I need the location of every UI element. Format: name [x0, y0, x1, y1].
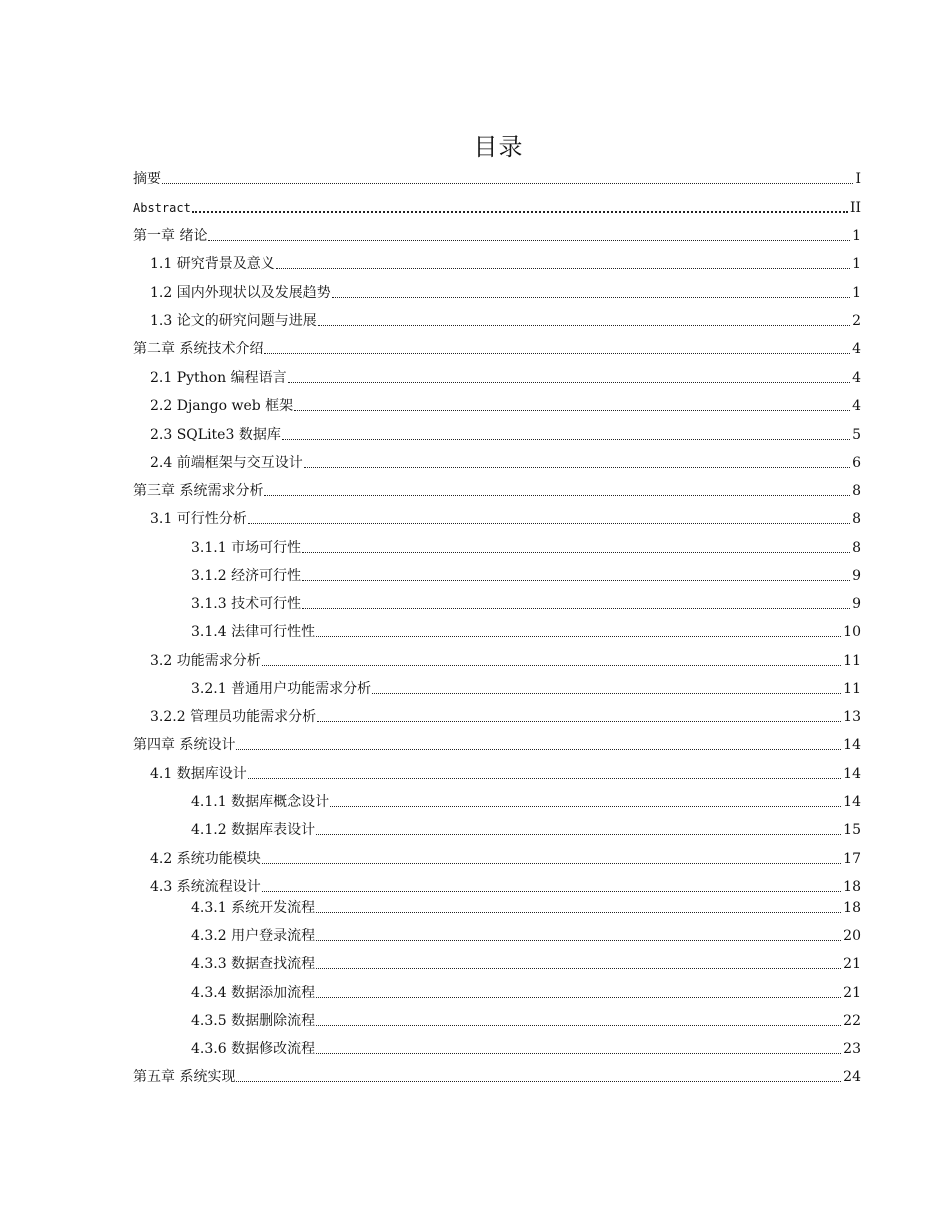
toc-entry[interactable]: [133, 754, 861, 783]
toc-entry[interactable]: [133, 160, 861, 188]
dot-leader: [262, 891, 841, 892]
toc-entry-page-number: II: [849, 200, 861, 216]
toc-entry-label: 4.3.3 数据查找流程: [191, 956, 316, 972]
toc-entry-page-number: 23: [843, 1041, 861, 1057]
toc-entry-label: 3.2.1 普通用户功能需求分析: [191, 681, 372, 697]
page-title: 目录: [473, 133, 524, 161]
toc-entry-page-number: 9: [852, 596, 861, 612]
toc-entry-label: 第三章 系统需求分析: [133, 483, 264, 499]
toc-entry[interactable]: [133, 945, 861, 973]
toc-entry-label: 1.3 论文的研究问题与进展: [150, 313, 317, 329]
toc-entry-page-number: 15: [843, 822, 861, 838]
dot-leader: [288, 382, 850, 383]
toc-entry[interactable]: [133, 528, 861, 557]
dot-leader: [236, 749, 841, 750]
dot-leader: [264, 353, 850, 354]
dot-leader: [294, 410, 850, 411]
toc-entry-page-number: 17: [843, 851, 861, 867]
toc-entry-page-number: 13: [843, 709, 861, 725]
toc-entry-page-number: 1: [852, 285, 861, 301]
toc-entry-label: 2.3 SQLite3 数据库: [150, 427, 281, 443]
toc-entry[interactable]: [133, 500, 861, 528]
toc-entry-label: 2.4 前端框架与交互设计: [150, 455, 303, 471]
toc-entry-page-number: 11: [843, 681, 861, 697]
table-of-contents: [133, 160, 861, 1086]
toc-entry[interactable]: [133, 726, 861, 754]
toc-entry-page-number: 5: [852, 427, 861, 443]
dot-leader: [372, 693, 841, 694]
toc-entry[interactable]: [133, 917, 861, 945]
dot-leader: [208, 240, 850, 241]
toc-entry-label: 3.1.4 法律可行性性: [191, 624, 316, 640]
dot-leader: [302, 552, 850, 553]
toc-entry-page-number: I: [855, 171, 861, 187]
dot-leader: [317, 721, 841, 722]
toc-entry[interactable]: [133, 1002, 861, 1030]
toc-entry-label: 1.2 国内外现状以及发展趋势: [150, 285, 331, 301]
toc-entry[interactable]: [133, 613, 861, 641]
toc-entry[interactable]: [133, 302, 861, 330]
toc-entry-page-number: 4: [852, 341, 861, 357]
toc-entry-page-number: 24: [843, 1069, 861, 1085]
toc-entry-label: 3.2.2 管理员功能需求分析: [150, 709, 317, 725]
toc-entry[interactable]: [133, 188, 861, 217]
toc-entry-page-number: 1: [852, 228, 861, 244]
dot-leader: [262, 863, 841, 864]
toc-entry[interactable]: [133, 273, 861, 302]
toc-entry-label: 摘要: [133, 171, 161, 187]
toc-entry[interactable]: [133, 217, 861, 245]
toc-entry-label: 4.3.1 系统开发流程: [191, 900, 316, 916]
toc-entry[interactable]: [133, 973, 861, 1002]
toc-entry-label: 2.2 Django web 框架: [150, 398, 294, 414]
toc-entry-page-number: 14: [843, 766, 861, 782]
toc-entry-page-number: 14: [843, 737, 861, 753]
dot-leader: [162, 183, 853, 184]
toc-entry-page-number: 20: [843, 928, 861, 944]
toc-entry[interactable]: [133, 415, 861, 444]
toc-entry-page-number: 8: [852, 540, 861, 556]
toc-entry-label: 4.3.5 数据删除流程: [191, 1013, 316, 1029]
dot-leader: [316, 940, 841, 941]
dot-leader: [236, 1081, 841, 1082]
toc-entry[interactable]: [133, 670, 861, 698]
toc-entry-page-number: 21: [843, 956, 861, 972]
toc-entry-label: 3.1.3 技术可行性: [191, 596, 302, 612]
dot-leader: [316, 968, 841, 969]
toc-entry-label: 3.1 可行性分析: [150, 511, 247, 527]
dot-leader: [276, 268, 850, 269]
dot-leader: [262, 665, 841, 666]
toc-entry-label: 3.2 功能需求分析: [150, 653, 261, 669]
toc-entry-label: 4.1.1 数据库概念设计: [191, 794, 330, 810]
toc-entry[interactable]: [133, 472, 861, 500]
toc-entry-label: 4.3 系统流程设计: [150, 879, 261, 895]
toc-entry-page-number: 8: [852, 511, 861, 527]
toc-entry[interactable]: [133, 557, 861, 585]
toc-entry-label: 第二章 系统技术介绍: [133, 341, 264, 357]
toc-entry[interactable]: [133, 245, 861, 273]
dot-leader: [264, 495, 850, 496]
toc-entry-label: 第四章 系统设计: [133, 737, 236, 753]
toc-entry-label: 3.1.1 市场可行性: [191, 540, 302, 556]
toc-entry[interactable]: [133, 698, 861, 726]
toc-entry-label: 4.2 系统功能模块: [150, 851, 261, 867]
toc-entry[interactable]: [133, 641, 861, 670]
toc-entry-page-number: 22: [843, 1013, 861, 1029]
dot-leader: [332, 297, 850, 298]
toc-entry-page-number: 11: [843, 653, 861, 669]
toc-entry[interactable]: [133, 1030, 861, 1058]
toc-entry-page-number: 4: [852, 398, 861, 414]
toc-entry-page-number: 9: [852, 568, 861, 584]
dot-leader: [282, 439, 850, 440]
dot-leader: [302, 608, 850, 609]
toc-entry-label: 4.1 数据库设计: [150, 766, 247, 782]
toc-entry[interactable]: [133, 444, 861, 472]
toc-entry-label: 3.1.2 经济可行性: [191, 568, 302, 584]
dot-leader: [248, 523, 850, 524]
toc-entry-page-number: 14: [843, 794, 861, 810]
toc-entry-page-number: 6: [852, 455, 861, 471]
dot-leader: [302, 580, 850, 581]
dot-leader: [318, 325, 850, 326]
toc-entry[interactable]: [133, 1058, 861, 1086]
toc-entry[interactable]: [133, 783, 861, 811]
toc-entry-page-number: 18: [843, 900, 861, 916]
dot-leader: [192, 211, 848, 213]
dot-leader: [316, 636, 841, 637]
toc-entry[interactable]: [133, 839, 861, 868]
toc-entry-label: Abstract: [133, 201, 191, 215]
toc-entry-label: 4.3.6 数据修改流程: [191, 1041, 316, 1057]
dot-leader: [316, 912, 841, 913]
dot-leader: [248, 778, 841, 779]
toc-entry-page-number: 2: [852, 313, 861, 329]
dot-leader: [330, 806, 841, 807]
toc-entry[interactable]: [133, 896, 861, 917]
toc-entry-label: 1.1 研究背景及意义: [150, 256, 275, 272]
toc-entry-label: 4.3.4 数据添加流程: [191, 985, 316, 1001]
toc-entry-label: 4.1.2 数据库表设计: [191, 822, 316, 838]
dot-leader: [304, 467, 850, 468]
toc-entry-page-number: 8: [852, 483, 861, 499]
toc-entry[interactable]: [133, 387, 861, 415]
toc-entry-label: 2.1 Python 编程语言: [150, 370, 287, 386]
toc-entry[interactable]: [133, 585, 861, 613]
toc-entry-label: 4.3.2 用户登录流程: [191, 928, 316, 944]
toc-entry-page-number: 4: [852, 370, 861, 386]
toc-entry-page-number: 10: [843, 624, 861, 640]
toc-entry[interactable]: [133, 358, 861, 387]
toc-entry-page-number: 21: [843, 985, 861, 1001]
dot-leader: [316, 1053, 841, 1054]
toc-entry[interactable]: [133, 868, 861, 896]
toc-entry-label: 第五章 系统实现: [133, 1069, 236, 1085]
dot-leader: [316, 1025, 841, 1026]
toc-entry[interactable]: [133, 811, 861, 839]
dot-leader: [316, 834, 841, 835]
toc-entry[interactable]: [133, 330, 861, 358]
dot-leader: [316, 997, 841, 998]
toc-entry-label: 第一章 绪论: [133, 228, 208, 244]
toc-entry-page-number: 1: [852, 256, 861, 272]
toc-entry-page-number: 18: [843, 879, 861, 895]
